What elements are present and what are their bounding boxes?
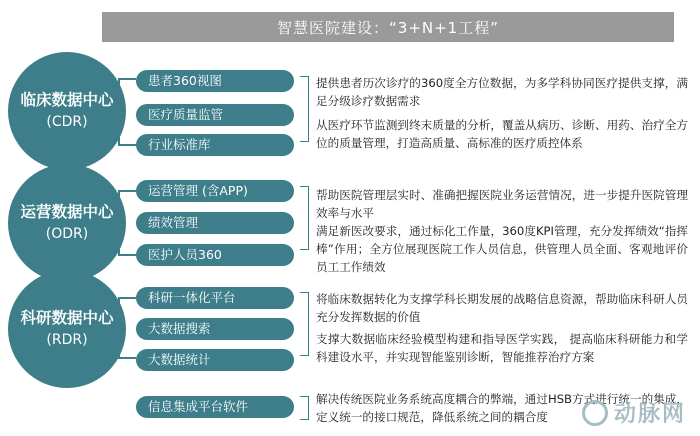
item-standard-library: 行业标准库 <box>136 134 294 156</box>
description: 帮助医院管理层实时、准确把握医院业务运营情况，进一步提升医院管理效率与水平 <box>316 188 688 220</box>
center-title: 科研数据中心 <box>20 309 114 327</box>
bracket <box>300 76 309 142</box>
bracket <box>300 292 309 356</box>
center-subtitle: (RDR) <box>46 332 88 348</box>
description: 将临床数据转化为支撑学科长期发展的战略信息资源，帮助临床科研人员充分发挥数据的价值 <box>316 292 688 324</box>
connector-line <box>118 144 136 146</box>
item-patient-360: 患者360视图 <box>136 70 294 92</box>
bracket <box>300 396 309 420</box>
description: 提供患者历次诊疗的360度全方位数据，为多学科协同医疗提供支撑，满足分级诊疗数据需求 <box>316 76 688 108</box>
page-title: 智慧医院建设：“3+N+1工程” <box>102 12 674 42</box>
item-staff-360: 医护人员360 <box>136 244 294 266</box>
description: 解决传统医院业务系统高度耦合的弊端，通过HSB方式进行统一的集成，定义统一的接口规范，降低系统之间的耦合度 <box>316 392 688 424</box>
cdr-circle <box>8 52 126 170</box>
connector-line <box>118 297 136 299</box>
description: 满足新医改要求，通过标化工作量，360度KPI管理，充分发挥绩效“指挥棒”作用；全方位展现医院工作人员信息，供管理人员全面、客观地评价员工工作绩效 <box>316 224 688 274</box>
description: 从医疗环节监测到终末质量的分析，覆盖从病历、诊断、用药、治疗全方位的质量管理，打造高质量、高标准的医疗质控体系 <box>316 118 688 150</box>
bracket <box>300 186 309 250</box>
item-quality-supervision: 医疗质量监管 <box>136 104 294 126</box>
connector-line <box>118 78 136 80</box>
odr-circle <box>8 164 126 282</box>
connector-line <box>118 357 136 359</box>
description: 支撑大数据临床经验模型构建和指导医学实践， 提高临床科研能力和学科建设水平，并实现智能鉴别诊断，智能推荐治疗方案 <box>316 332 688 364</box>
item-integration-platform: 信息集成平台软件 <box>136 396 294 418</box>
item-big-data-search: 大数据搜索 <box>136 318 294 340</box>
item-performance-management: 绩效管理 <box>136 212 294 234</box>
item-research-platform: 科研一体化平台 <box>136 287 294 309</box>
connector-line <box>118 254 136 256</box>
center-subtitle: (CDR) <box>46 114 88 130</box>
watermark-text: 动脉网 <box>613 402 686 427</box>
center-title: 运营数据中心 <box>20 203 114 221</box>
center-title: 临床数据中心 <box>20 91 114 109</box>
center-subtitle: (ODR) <box>45 226 89 242</box>
rdr-circle <box>8 270 126 388</box>
brand-logo-icon <box>582 400 608 426</box>
item-operation-management: 运营管理 (含APP) <box>136 180 294 202</box>
item-big-data-statistics: 大数据统计 <box>136 349 294 371</box>
connector-line <box>118 190 136 192</box>
watermark <box>582 397 686 428</box>
